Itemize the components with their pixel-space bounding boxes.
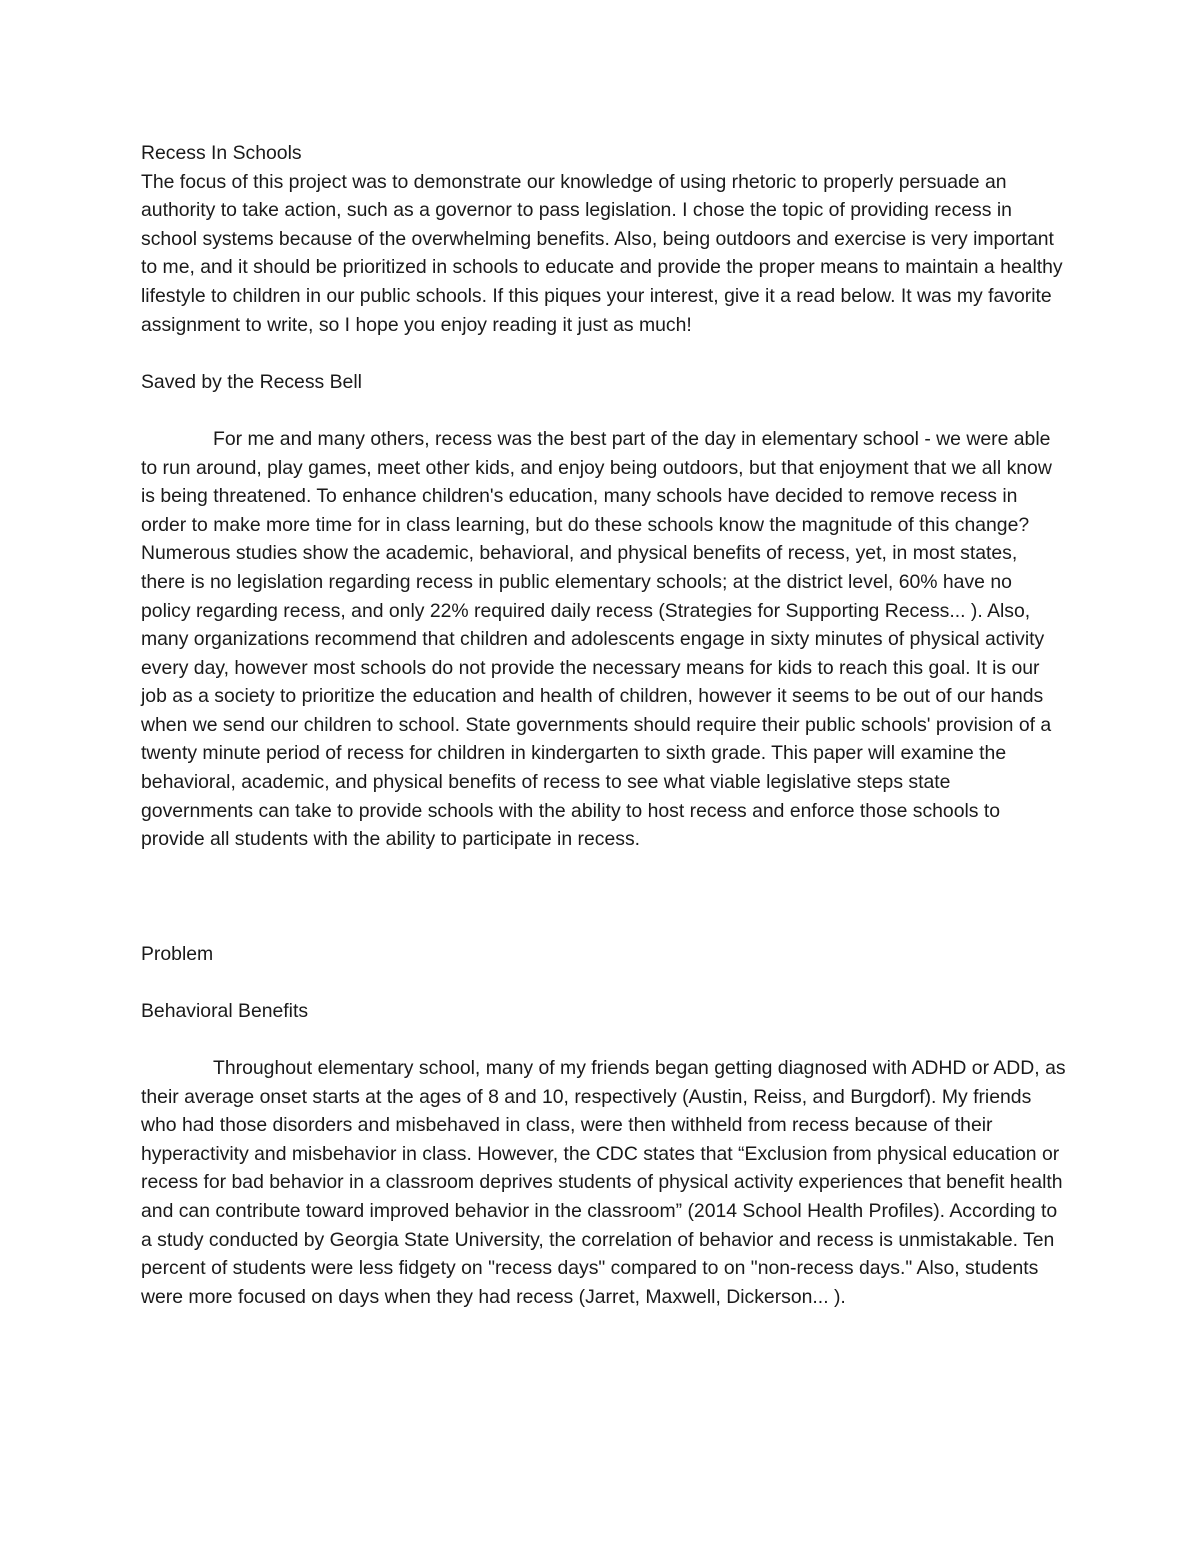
intro-paragraph: The focus of this project was to demonstrate our knowledge of using rhetoric to properly persuade an authority to take action, such as a governor to pass legislation. I chose the topic of providing recess in school systems because of the overwhelming benefits. Also, being outdoors and exercise is very important to me, and it should be prioritized in schools to educate and provide the proper means to maintain a healthy lifestyle to children in our public schools. If this piques your interest, give it a read below. It was my favorite assignment to write, so I hope you enjoy reading it just as much! [141,170,1063,336]
spacer [141,339,1066,368]
spacer [141,968,1066,997]
essay-title: Saved by the Recess Bell [141,370,362,393]
spacer [141,1025,1066,1054]
essay-paragraph: For me and many others, recess was the best part of the day in elementary school - we were able to run around, play games, meet other kids, and enjoy being outdoors, but that enjoyment that we all know is being threatened. To enhance children's education, many schools have decided to remove recess in order to make more time for in class learning, but do these schools know the magnitude of this change? Numerous studies show the academic, behavioral, and physical benefits of recess, yet, in most states, there is no legislation regarding recess in public elementary schools; at the district level, 60% have no policy regarding recess, and only 22% required daily recess (Strategies for Supporting Recess... ). Also, many organizations recommend that children and adolescents engage in sixty minutes of physical activity every day, however most schools do not provide the necessary means for kids to reach this goal. It is our job as a society to prioritize the education and health of children, however it seems to be out of our hands when we send our children to school. State governments should require their public schools' provision of a twenty minute period of recess for children in kindergarten to sixth grade. This paper will examine the behavioral, academic, and physical benefits of recess to see what viable legislative steps state governments can take to provide schools with the ability to host recess and enforce those schools to provide all students with the ability to participate in recess. [141,427,1052,851]
subsection-heading-behavioral: Behavioral Benefits [141,999,309,1022]
section-heading-problem: Problem [141,942,214,965]
behavioral-paragraph: Throughout elementary school, many of my friends began getting diagnosed with ADHD or ADD, as their average onset starts at the ages of 8 and 10, respectively (Austin, Reiss, and Burgdorf). My friends who had those disorders and misbehaved in class, were then withheld from recess because of their hyperactivity and misbehavior in class. However, the CDC states that “Exclusion from physical education or recess for bad behavior in a classroom deprives students of physical activity experiences that benefit health and can contribute toward improved behavior in the classroom” (2014 School Health Profiles). According to a study conducted by Georgia State University, the correlation of behavior and recess is unmistakable. Ten percent of students were less fidgety on "recess days" compared to on "non-recess days." Also, students were more focused on days when they had recess (Jarret, Maxwell, Dickerson... ). [141,1057,1066,1308]
spacer [141,396,1066,425]
intro-title: Recess In Schools [141,142,302,164]
spacer [141,854,1066,940]
document-body [141,139,1066,1311]
